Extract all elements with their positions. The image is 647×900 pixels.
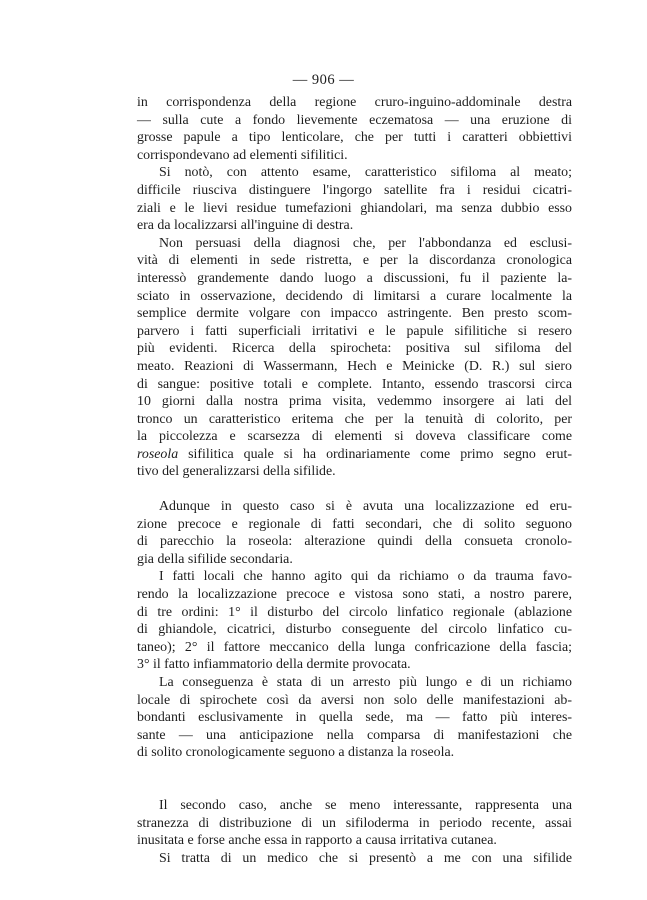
text-line: difficile riusciva distinguere l'ingorgo satellite fra i residui cicatri- [137, 182, 572, 198]
text-line: corrispondevano ad elementi sifilitici. [137, 147, 348, 163]
paragraph [137, 94, 572, 164]
text-line: parvero i fatti superficiali irritativi e le papule sifilitiche si resero [137, 323, 572, 339]
text-line: 10 giorni dalla nostra prima visita, vedemmo insorgere ai lati del [137, 394, 572, 410]
page-number: — 906 — [292, 72, 355, 88]
paragraph [137, 568, 572, 674]
text-line: ziali e le lievi residue tumefazioni ghiandolari, ma senza dubbio esso [137, 200, 572, 216]
text-line: I fatti locali che hanno agito qui da richiamo o da trauma favo- [159, 569, 572, 585]
text-line: roseola sifilitica quale si ha ordinariamente come primo segno erut- [137, 446, 572, 462]
paragraph-spacer [137, 481, 572, 498]
text-line: meato. Reazioni di Wassermann, Hech e Meinicke (D. R.) sul siero [137, 358, 572, 374]
text-line: di solito cronologicamente seguono a distanza la roseola. [137, 745, 455, 761]
text-line: tivo del generalizzarsi della sifilide. [137, 464, 336, 480]
paragraph [137, 674, 572, 762]
text-line: Adunque in questo caso si è avuta una localizzazione ed eru- [159, 499, 572, 515]
text-line: in corrispondenza della regione cruro-inguino-addominale destra [137, 95, 572, 110]
text-line: vità di elementi in sede ristretta, e per la discordanza cronologica [137, 253, 572, 269]
text-line: di ghiandole, cicatrici, disturbo conseguente del circolo linfatico cu- [137, 622, 572, 638]
text-line: zione precoce e regionale di fatti secondari, che di solito seguono [137, 516, 572, 532]
text-line: di tre ordini: 1° il disturbo del circolo linfatico regionale (ablazione [137, 604, 572, 620]
text-line: più evidenti. Ricerca della spirocheta: positiva sul sifiloma del [137, 341, 572, 357]
paragraph [137, 797, 572, 850]
text-line: — sulla cute a fondo lievemente eczematosa — una eruzione di [137, 112, 572, 128]
text-line: la piccolezza e scarsezza di elementi si doveva classificare come [137, 429, 572, 445]
text-line: era da localizzarsi all'inguine di destra. [137, 218, 354, 234]
text-line: sciato in osservazione, decidendo di limitarsi a curare localmente la [137, 288, 572, 304]
text-line: Si notò, con attento esame, caratteristico sifiloma al meato; [159, 165, 572, 181]
text-line: semplice dermite volgare con impacco astringente. Ben presto scom- [137, 306, 572, 322]
text-line: di sangue: positive totali e complete. Intanto, essendo trascorsi circa [137, 376, 572, 392]
text-line: inusitata e forse anche essa in rapporto a causa irritativa cutanea. [137, 833, 497, 849]
text-line: Si tratta di un medico che si presentò a me con una sifilide [159, 850, 572, 866]
body-text [137, 94, 572, 867]
text-line: tronco un caratteristico eritema che per la tenuità di colorito, per [137, 411, 572, 427]
paragraph [137, 498, 572, 568]
paragraph-spacer [137, 762, 572, 797]
text-line: bondanti esclusivamente in quella sede, ma — fatto più interes- [137, 710, 572, 726]
text-line: 3° il fatto infiammatorio della dermite provocata. [137, 657, 411, 673]
text-line: interessò grandemente dando luogo a discussioni, fu il paziente la- [137, 270, 572, 286]
text-line: grosse papule a tipo lenticolare, che per tutti i caratteri obbiettivi [137, 130, 572, 146]
text-line: rendo la localizzazione precoce e vistosa sono stati, a nostro parere, [137, 587, 572, 603]
text-line: La conseguenza è stata di un arresto più lungo e di un richiamo [159, 675, 572, 690]
text-line: stranezza di distribuzione di un sifiloderma in periodo recente, assai [137, 815, 572, 831]
text-line: sante — una anticipazione nella comparsa di manifestazioni che [137, 727, 572, 743]
text-line: gia della sifilide secondaria. [137, 551, 293, 567]
text-line: Non persuasi della diagnosi che, per l'abbondanza ed esclusi- [159, 235, 572, 251]
paragraph [137, 235, 572, 481]
paragraph [137, 164, 572, 234]
text-line: taneo); 2° il fattore meccanico della lunga confricazione della fascia; [137, 639, 572, 655]
text-line: di parecchio la roseola: alterazione quindi della consueta cronolo- [137, 534, 572, 550]
text-line: Il secondo caso, anche se meno interessante, rappresenta una [159, 797, 572, 813]
paragraph [137, 850, 572, 868]
text-line: locale di spirochete così da aversi non solo delle manifestazioni ab- [137, 692, 572, 708]
